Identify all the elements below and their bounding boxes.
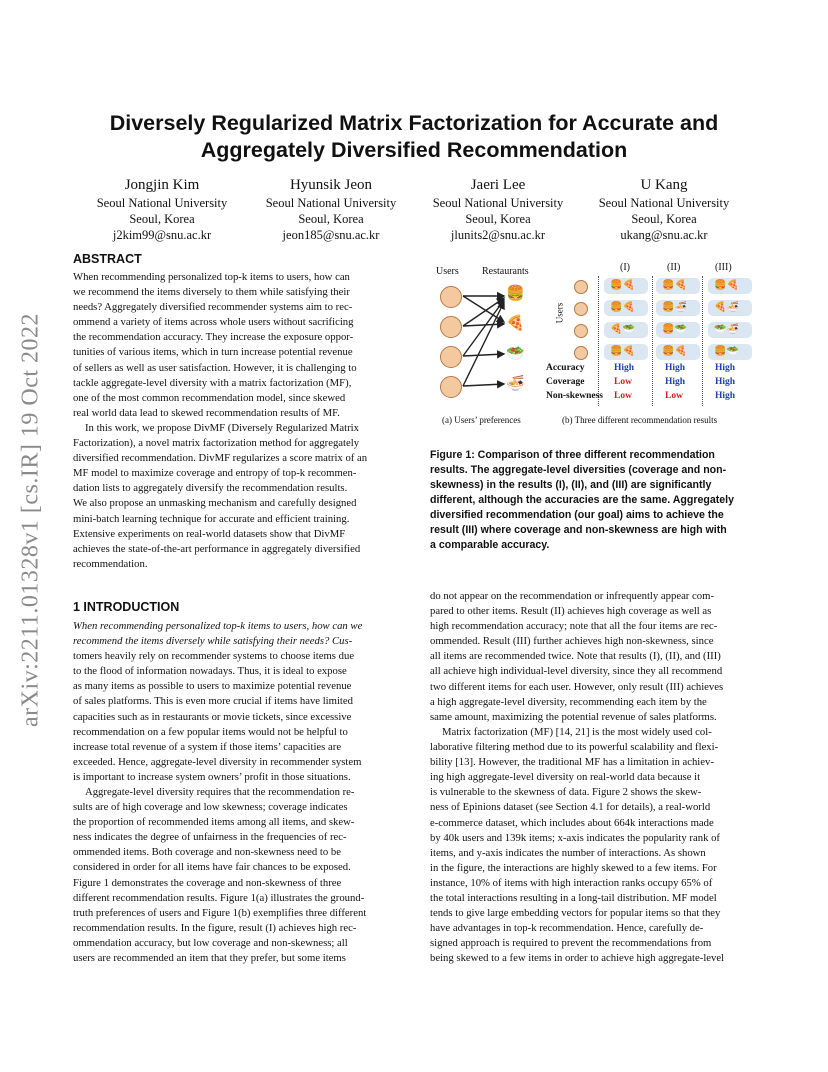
caption-line: a comparable accuracy. [430,539,550,551]
salad-icon: 🥗🍜 [714,324,739,335]
salad-icon: 🥗 [506,346,525,362]
text-line: one of the most common recommendation model, since skewed [73,391,346,404]
result-header-2: (II) [667,262,681,273]
text-line: bility [13]. However, the traditional MF has a limitation in achiev- [430,756,714,769]
right-paragraph-1 [430,589,758,725]
text-line: of sellers as well as user satisfaction. However, it is challenging to [73,361,357,374]
arxiv-id: arXiv:2211.01328v1 [cs.IR] 19 Oct 2022 [17,312,44,728]
text-line: real world data lead to skewed recommendation results of MF. [73,406,340,419]
text-line: same amount, maximizing the potential revenue of sales platforms. [430,710,717,723]
author-affiliation: Seoul National University [598,196,730,210]
text-line: pared to other items. Result (II) achieves high coverage as well as [430,605,712,618]
users-label: Users [436,266,459,277]
text-line: recommend the items diversely while satisfying their needs? Cus- [73,635,353,648]
right-paragraph-2 [430,725,758,967]
column-divider [598,276,599,406]
text-line: tends to give large embedding vectors for popular items so that they [430,907,721,920]
text-line: truth preferences of users and Figure 1(b) exemplifies three different [73,906,367,919]
text-line: increase total revenue of a system if those items’ capacities are [73,740,342,753]
burger-icon: 🍔🥗 [714,346,739,357]
text-line: tomers heavily rely on recommender systems to choose items due [73,650,355,663]
text-line: as many items as possible to users to maximize potential revenue [73,680,352,693]
text-line: all achieve high individual-level diversity, since they all recommend [430,665,723,678]
text-line: achieves the state-of-the-art performance in aggregately diversified [73,542,361,555]
figure-1-caption [430,448,760,553]
caption-line: Figure 1: Comparison of three different recommendation [430,449,715,461]
subfigure-a-caption: (a) Users’ preferences [442,415,521,425]
burger-icon: 🍔🍕 [662,346,687,357]
burger-icon: 🍔🍜 [662,302,687,313]
result-header-1: (I) [620,262,630,273]
text-line: Extensive experiments on real-world datasets show that DivMF [73,527,346,540]
text-line: dation lists to aggregately diversify the recommendation results. [73,482,348,495]
text-line: sults are of high coverage and low skewness; coverage indicates [73,801,348,814]
text-line: Factorization), a novel matrix factorization method for aggregately [73,437,360,450]
text-line: We also propose an unmasking mechanism and carefully designed [73,497,357,510]
text-line: different recommendation results. Figure 1(a) illustrates the ground- [73,891,365,904]
text-line: ing high aggregate-level diversity on real-world data because it [430,771,701,784]
author-block [67,176,257,243]
text-line: high recommendation accuracy; note that all the four items are rec- [430,620,718,633]
text-line: recommendation results. In the figure, result (I) achieves high rec- [73,921,357,934]
text-line: MF model to maximize coverage and entropy of top-k recommen- [73,467,357,480]
text-line: When recommending personalized top-k items to users, how can [73,271,350,283]
author-name: U Kang [640,177,688,193]
text-line: e-commerce dataset, which includes about 664k interactions made [430,816,714,829]
restaurants-label: Restaurants [482,266,529,277]
author-city: Seoul, Korea [465,212,531,226]
author-block [236,176,426,243]
text-line: the total interactions resulting in a long-tail distribution. MF model [430,892,717,905]
title-line-1: Diversely Regularized Matrix Factorization for Accurate and [109,111,719,135]
metric-label-accuracy: Accuracy [546,363,585,373]
burger-icon: 🍔🍕 [610,280,635,291]
text-line: is vulnerable to the skewness of data. Figure 2 shows the skew- [430,786,702,799]
figure-1 [430,258,760,433]
text-line: needs? Aggregately diversified recommender systems aim to rec- [73,301,353,314]
author-affiliation: Seoul National University [265,196,397,210]
text-line: mini-batch learning technique for accurate and efficient training. [73,512,350,525]
intro-paragraph-2 [73,785,401,966]
burger-icon: 🍔 [506,286,525,302]
author-email: jlunits2@snu.ac.kr [450,228,546,242]
subfigure-b-caption: (b) Three different recommendation results [562,415,718,425]
text-line: When recommending personalized top-k items to users, how can we [73,620,363,632]
text-line: by 40k users and 139k items; x-axis indicates the popularity rank of [430,831,720,844]
author-city: Seoul, Korea [631,212,697,226]
caption-line: diversified recommendation (our goal) aims to achieve the [430,509,724,521]
burger-icon: 🍔🥗 [662,324,687,335]
pizza-icon: 🍕 [506,316,525,332]
user-face-icon [574,346,588,360]
metric-label-coverage: Coverage [546,377,585,387]
result-header-3: (III) [715,262,732,273]
paper-title [70,110,758,164]
noodle-icon: 🍜 [506,376,525,392]
metric-value: High [715,363,736,373]
pizza-icon: 🍕🥗 [610,324,635,335]
metric-value: Low [665,391,683,401]
metric-label-non-skewness: Non-skewness [546,391,604,401]
text-line: ommendation accuracy, but low coverage and non-skewness; all [73,936,348,949]
text-line: capacities such as in restaurants or movie tickets, since excessive [73,710,352,723]
metric-value: Low [614,391,632,401]
text-line: users are recommended an item that they prefer, but some items [73,952,346,965]
author-name: Jaeri Lee [470,177,526,193]
text-line: tunities of various items, which in turn increase potential revenue [73,346,353,359]
text-line: Aggregate-level diversity requires that the recommendation re- [85,786,355,798]
text-line: Figure 1 demonstrates the coverage and non-skewness of three [73,876,342,889]
users-axis-label: Users [554,302,565,324]
text-line: is important to increase system owners’ profit in those situations. [73,770,351,783]
text-line: of sales platforms. This is even more crucial if items have limited [73,695,353,708]
text-line: ommend a variety of items across whole users without sacrificing [73,316,354,329]
pizza-icon: 🍕🍜 [714,302,739,313]
author-city: Seoul, Korea [129,212,195,226]
abstract-heading: ABSTRACT [73,252,142,266]
text-line: Matrix factorization (MF) [14, 21] is the most widely used col- [442,726,712,738]
text-line: laborative filtering method due to its powerful scalability and flexi- [430,741,719,754]
text-line: exceeded. Hence, aggregate-level diversity in recommender system [73,755,362,768]
column-divider [652,276,653,406]
caption-line: results. The aggregate-level diversities (coverage and non- [430,464,727,476]
metric-value: High [665,377,686,387]
introduction-heading: 1 INTRODUCTION [73,600,180,614]
caption-line: different, although the accuracies are the same. Aggregately [430,494,734,506]
arxiv-side-label [14,270,48,770]
text-line: items, and y-axis indicates the number of interactions. As shown [430,846,706,859]
text-line: In this work, we propose DivMF (Diversely Regularized Matrix [85,422,359,434]
text-line: diversified recommendation. DivMF regularizes a score matrix of an [73,452,368,465]
text-line: ness indicates the degree of unfairness in the frequencies of rec- [73,831,347,844]
author-email: j2kim99@snu.ac.kr [112,228,212,242]
text-line: ness of Epinions dataset (see Section 4.1 for details), a real-world [430,801,711,814]
metric-value: High [715,391,736,401]
text-line: all items are recommended twice. Note that results (I), (II), and (III) [430,650,721,663]
caption-line: result (III) where coverage and non-skewness are high with [430,524,727,536]
metric-value: High [614,363,635,373]
text-line: considered in order for all items have fair chances to be exposed. [73,861,351,874]
text-line: recommendation. [73,557,148,570]
author-affiliation: Seoul National University [432,196,564,210]
intro-paragraph-1 [73,619,401,785]
user-face-icon [574,280,588,294]
text-line: ommended. Result (III) further achieves high non-skewness, since [430,635,714,648]
burger-icon: 🍔🍕 [610,346,635,357]
text-line: the recommendation accuracy. They increase the exposure oppor- [73,331,354,344]
abstract-paragraph-2 [73,421,401,572]
author-name: Hyunsik Jeon [289,177,373,193]
metric-value: High [665,363,686,373]
text-line: recommendation on a few popular items would not be helpful to [73,725,348,738]
author-name: Jongjin Kim [124,177,200,193]
user-face-icon [574,324,588,338]
abstract-paragraph-1 [73,270,401,421]
author-email: jeon185@snu.ac.kr [282,228,380,242]
user-face-icon [574,302,588,316]
text-line: ommended items. Both coverage and non-skewness need to be [73,846,342,859]
author-email: ukang@snu.ac.kr [620,228,708,242]
burger-icon: 🍔🍕 [610,302,635,313]
text-line: do not appear on the recommendation or infrequently appear com- [430,590,715,602]
text-line: have advantages in top-k recommendation. Hence, carefully de- [430,922,704,935]
title-line-2: Aggregately Diversified Recommendation [200,138,628,162]
author-city: Seoul, Korea [298,212,364,226]
column-divider [702,276,703,406]
text-line: signed approach is required to prevent the recommendations from [430,937,712,950]
text-line: we recommend the items diversely to them while satisfying their [73,286,350,299]
text-line: being skewed to a few items in order to achieve high aggregate-level [430,952,725,965]
text-line: instance, 10% of items with high interaction ranks occupy 65% of [430,876,713,889]
metric-value: High [715,377,736,387]
text-line: to the flood of information nowadays. Thus, it is ideal to expose [73,665,347,678]
text-line: the proportion of recommended items among all items, and skew- [73,816,355,829]
text-line: two different items for each user. However, only result (III) achieves [430,680,724,693]
caption-line: skewness) in the results (I), (II), and (III) are significantly [430,479,712,491]
author-affiliation: Seoul National University [96,196,228,210]
burger-icon: 🍔🍕 [662,280,687,291]
author-block [569,176,759,243]
text-line: a high aggregate-level diversity, recommending each item by the [430,695,707,708]
author-block [403,176,593,243]
burger-icon: 🍔🍕 [714,280,739,291]
text-line: in the figure, the interactions are highly skewed to a few items. For [430,861,717,874]
text-line: tackle aggregate-level diversity with a matrix factorization (MF), [73,376,352,389]
metric-value: Low [614,377,632,387]
